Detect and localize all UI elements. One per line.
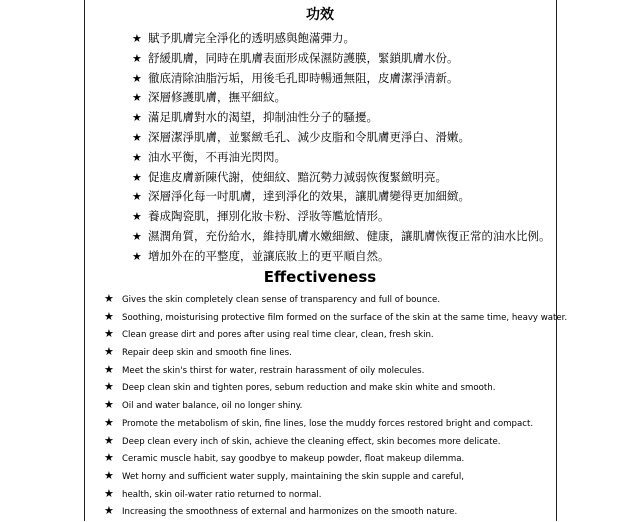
list-item-text: 油水平衡，不再油光閃閃。 xyxy=(148,149,286,164)
list-item-text: Oil and water balance, oil no longer shiny. xyxy=(122,401,303,412)
list-item xyxy=(104,361,567,379)
list-item xyxy=(104,467,567,485)
list-item-text: Ceramic muscle habit, say goodbye to makeup powder, float makeup dilemma. xyxy=(122,454,465,465)
list-item xyxy=(132,29,551,49)
star-icon: ★ xyxy=(104,362,114,376)
list-item-text: Meet the skin's thirst for water, restrain harassment of oily molecules. xyxy=(122,365,425,376)
star-icon: ★ xyxy=(104,468,114,482)
list-item-text: 深層潔淨肌膚，並緊緻毛孔、減少皮脂和令肌膚更淨白、滑嫩。 xyxy=(148,129,470,144)
star-icon: ★ xyxy=(104,292,114,305)
list-item xyxy=(132,247,551,267)
list-item xyxy=(104,449,567,467)
list-item-text: Increasing the smoothness of external and harmonizes on the smooth nature. xyxy=(122,507,458,518)
list-item xyxy=(104,325,567,343)
star-icon: ★ xyxy=(104,309,114,323)
list-item-text: 濕潤角質，充份給水，維持肌膚水嫩細緻、健康，讓肌膚恢復正常的油水比例。 xyxy=(148,228,551,243)
list-item-text: 養成陶瓷肌，揮別化妝卡粉、浮妝等尷尬情形。 xyxy=(148,209,390,224)
star-icon: ★ xyxy=(132,249,142,263)
star-icon: ★ xyxy=(132,229,142,243)
list-item-text: Deep clean every inch of skin, achieve the cleaning effect, skin becomes more delicate. xyxy=(122,436,501,447)
list-item-text: 深層修護肌膚，撫平細紋。 xyxy=(148,90,286,105)
star-icon: ★ xyxy=(104,327,114,341)
list-item-text: 增加外在的平整度，並讓底妝上的更平順自然。 xyxy=(148,248,390,263)
star-icon: ★ xyxy=(132,51,142,65)
star-icon: ★ xyxy=(132,170,142,184)
list-item-text: health, skin oil-water ratio returned to normal. xyxy=(122,489,322,500)
list-item xyxy=(104,378,567,396)
list-item xyxy=(104,414,567,432)
chinese-section-title: 功效 xyxy=(306,7,334,23)
star-icon: ★ xyxy=(132,190,142,204)
star-icon: ★ xyxy=(104,486,114,500)
list-item-text: 舒緩肌膚，同時在肌膚表面形成保濕防護膜，緊鎖肌膚水份。 xyxy=(148,50,459,65)
list-item-text: Gives the skin completely clean sense of transparency and full of bounce. xyxy=(122,295,441,305)
list-item-text: 徹底清除油脂污垢，用後毛孔即時暢通無阻，皮膚潔淨清新。 xyxy=(148,70,459,85)
english-benefits-list xyxy=(104,290,567,520)
list-item-text: Wet horny and sufficient water supply, maintaining the skin supple and careful, xyxy=(122,471,464,482)
list-item-text: Clean grease dirt and pores after using real time clear, clean, fresh skin. xyxy=(122,330,434,341)
list-item xyxy=(104,343,567,361)
star-icon: ★ xyxy=(104,380,114,394)
star-icon: ★ xyxy=(132,130,142,144)
star-icon: ★ xyxy=(132,91,142,105)
star-icon: ★ xyxy=(132,150,142,164)
list-item xyxy=(132,88,551,108)
star-icon: ★ xyxy=(104,504,114,518)
star-icon: ★ xyxy=(132,210,142,224)
list-item xyxy=(132,187,551,207)
list-item-text: 滿足肌膚對水的渴望，抑制油性分子的騷擾。 xyxy=(148,110,378,125)
star-icon: ★ xyxy=(104,433,114,447)
star-icon: ★ xyxy=(132,32,142,45)
list-item xyxy=(104,290,567,308)
list-item-text: 促進皮膚新陳代謝，使細紋、黯沉勢力減弱恢復緊緻明亮。 xyxy=(148,169,447,184)
list-item xyxy=(132,108,551,128)
list-item xyxy=(132,128,551,148)
list-item-text: 深層淨化每一吋肌膚，達到淨化的效果，讓肌膚變得更加細緻。 xyxy=(148,189,470,204)
list-item xyxy=(104,432,567,450)
star-icon: ★ xyxy=(104,451,114,465)
english-section-title: Effectiveness xyxy=(263,268,377,286)
list-item xyxy=(132,227,551,247)
list-item xyxy=(132,168,551,188)
list-item xyxy=(132,69,551,89)
list-item-text: Soothing, moisturising protective film formed on the surface of the skin at the same time, heavy water. xyxy=(122,312,568,323)
list-item-text: Deep clean skin and tighten pores, sebum reduction and make skin white and smooth. xyxy=(122,383,496,394)
list-item xyxy=(104,485,567,503)
list-item xyxy=(104,396,567,414)
chinese-benefits-list xyxy=(132,29,551,267)
star-icon: ★ xyxy=(104,415,114,429)
list-item xyxy=(132,207,551,227)
star-icon: ★ xyxy=(132,71,142,85)
list-item xyxy=(104,308,567,326)
list-item xyxy=(132,148,551,168)
list-item xyxy=(132,49,551,69)
list-item xyxy=(104,502,567,520)
star-icon: ★ xyxy=(104,398,114,412)
list-item-text: Repair deep skin and smooth fine lines. xyxy=(122,348,292,359)
star-icon: ★ xyxy=(132,111,142,125)
list-item-text: Promote the metabolism of skin, fine lines, lose the muddy forces restored bright and compact. xyxy=(122,418,534,429)
star-icon: ★ xyxy=(104,345,114,359)
list-item-text: 賦予肌膚完全淨化的透明感與飽滿彈力。 xyxy=(148,31,355,45)
